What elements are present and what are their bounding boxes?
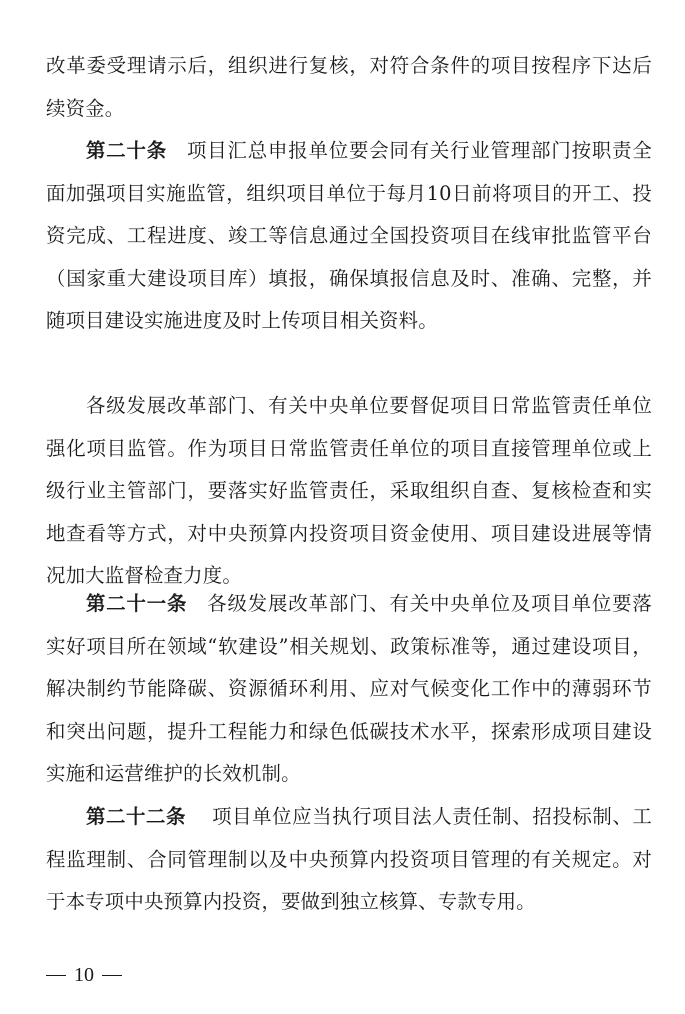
supervision-paragraph — [46, 385, 652, 598]
footer-dash-right — [102, 975, 122, 976]
paragraph-text: 项目汇总申报单位要会同有关行业管理部门按职责全面加强项目实施监管，组织项目单位于每月10日前将项目的开工、投资完成、工程进度、竣工等信息通过全国投资项目在线审批监管平台（国家重大建设项目库）填报，确保填报信息及时、准确、完整，并随项目建设实施进度及时上传项目相关资料。 — [46, 139, 652, 333]
footer-dash-left — [46, 975, 66, 976]
paragraph-text: 各级发展改革部门、有关中央单位要督促项目日常监管责任单位强化项目监管。作为项目日常监管责任单位的项目直接管理单位或上级行业主管部门，要落实好监管责任，采取组织自查、复核检查和实地查看等方式，对中央预算内投资项目资金使用、项目建设进展等情况加大监督检查力度。 — [46, 394, 652, 588]
paragraph-text: 项目单位应当执行项目法人责任制、招投标制、工程监理制、合同管理制以及中央预算内投资项目管理的有关规定。对于本专项中央预算内投资，要做到独立核算、专款专用。 — [46, 805, 652, 914]
article-heading: 第二十条 — [86, 139, 167, 162]
article-20-paragraph — [46, 130, 652, 343]
page-footer — [46, 960, 122, 989]
paragraph-continuation — [46, 45, 652, 130]
paragraph-text: 改革委受理请示后，组织进行复核，对符合条件的项目按程序下达后续资金。 — [46, 54, 652, 120]
article-21-paragraph — [46, 583, 652, 796]
article-heading: 第二十一条 — [86, 592, 188, 615]
article-heading: 第二十二条 — [86, 805, 187, 828]
paragraph-text: 各级发展改革部门、有关中央单位及项目单位要落实好项目所在领域“软建设”相关规划、政策标准等，通过建设项目，解决制约节能降碳、资源循环利用、应对气候变化工作中的薄弱环节和突出问题，提升工程能力和绿色低碳技术水平，探索形成项目建设实施和运营维护的长效机制。 — [46, 592, 652, 786]
page-number: 10 — [74, 964, 94, 986]
article-22-paragraph — [46, 796, 652, 924]
